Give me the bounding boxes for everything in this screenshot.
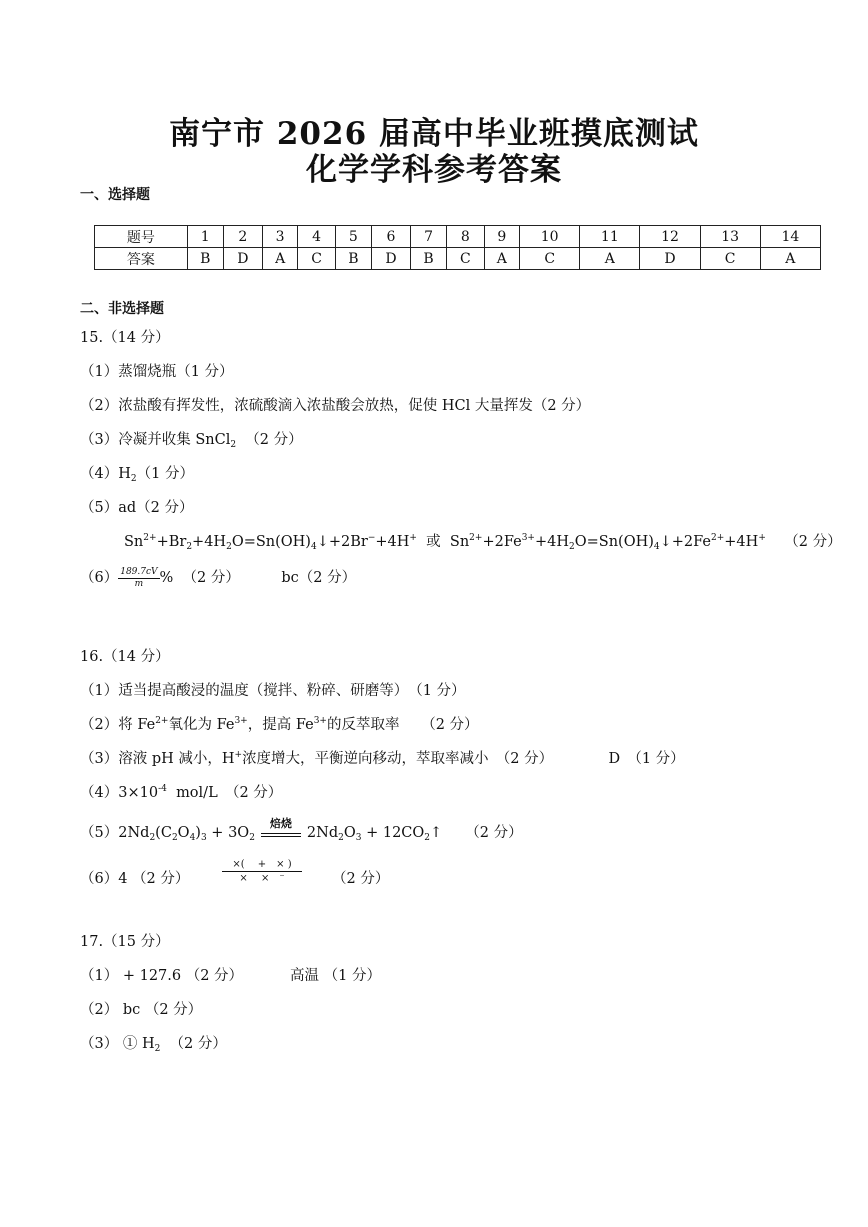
table-cell-number: 9	[484, 226, 520, 248]
q15-header: 15.（14 分）	[80, 330, 170, 346]
text: 的反萃取率 （2 分）	[326, 717, 479, 733]
q15-line-4	[80, 462, 194, 484]
table-cell-answer: B	[411, 248, 447, 270]
text: mol/L （2 分）	[176, 785, 283, 801]
text: 氧化为 Fe	[168, 717, 235, 733]
table-cell-answer: A	[580, 248, 640, 270]
answer-table	[94, 225, 821, 270]
table-cell-number: 7	[411, 226, 447, 248]
text: （3） ① H	[80, 1036, 155, 1052]
q15-line-2: （2）浓盐酸有挥发性，浓硫酸滴入浓盐酸会放热，促使 HCl 大量挥发（2 分）	[80, 398, 591, 414]
reaction-condition	[261, 817, 301, 837]
superscript: 2+	[155, 716, 169, 726]
subscript: 2	[130, 474, 137, 484]
table-cell-answer: C	[447, 248, 484, 270]
q16-fraction	[222, 858, 302, 885]
percent: %	[159, 570, 174, 586]
text: （4）3×10	[80, 785, 159, 801]
table-row	[95, 248, 821, 270]
text: （3）冷凝并收集 SnCl	[80, 432, 231, 448]
subscript: 2	[230, 440, 237, 450]
q17-header: 17.（15 分）	[80, 934, 170, 950]
q15-line-5: （5）ad（2 分）	[80, 500, 194, 516]
q16-header: 16.（14 分）	[80, 649, 170, 665]
table-cell-answer: A	[760, 248, 820, 270]
q15-line-6	[80, 566, 356, 590]
q16-line-2	[80, 713, 479, 734]
row-label: 题号	[95, 226, 188, 248]
table-cell-number: 1	[187, 226, 223, 248]
text: 浓度增大，平衡逆向移动，萃取率减小 （2 分）	[242, 751, 554, 767]
text: （2 分）	[245, 432, 303, 448]
superscript: -4	[158, 784, 167, 794]
superscript: 3+	[234, 716, 248, 726]
text: （4）H	[80, 466, 131, 482]
q17-line-1b: 高温 （1 分）	[290, 968, 381, 984]
table-cell-answer: B	[335, 248, 371, 270]
denominator: m	[134, 578, 144, 589]
title-line-2: 化学学科参考答案	[306, 152, 562, 188]
q16-line-5: $(5)2Nd_2(C_2O_4)_3 + 3O_2$ 焙烧 $2Nd_2O_3$ + $12CO_2↑$ （2 分）	[80, 817, 523, 843]
table-row	[95, 226, 821, 248]
text: （6）	[80, 570, 119, 586]
q17-line-1: （1） + 127.6 （2 分）	[80, 968, 244, 984]
condition-text: 焙烧	[269, 817, 292, 830]
table-cell-number: 11	[580, 226, 640, 248]
q16-line-3	[80, 747, 685, 768]
row-label: 答案	[95, 248, 188, 270]
table-cell-answer: D	[371, 248, 410, 270]
table-cell-answer: C	[700, 248, 760, 270]
text: D （1 分）	[608, 751, 685, 767]
numerator: ×( + × )	[222, 858, 302, 872]
table-cell-answer: A	[484, 248, 520, 270]
table-cell-answer: C	[298, 248, 335, 270]
text: ，提高 Fe	[247, 717, 314, 733]
text: （2 分）	[169, 1036, 227, 1052]
q16-line-1: （1）适当提高酸浸的温度（搅拌、粉碎、研磨等） （1 分）	[80, 683, 466, 699]
section-nonchoice-label: 二、非选择题	[80, 301, 164, 317]
fraction	[118, 567, 159, 590]
q17-line-3	[80, 1032, 227, 1054]
q16-line-4	[80, 781, 282, 802]
superscript: +	[234, 750, 243, 760]
table-cell-answer: D	[223, 248, 262, 270]
table-cell-number: 5	[335, 226, 371, 248]
title-line-1: 南宁市 2026 届高中毕业班摸底测试	[169, 116, 699, 152]
q16-line-6: （6）4 （2 分）	[80, 871, 190, 887]
table-cell-number: 8	[447, 226, 484, 248]
score-text: （2 分）	[784, 534, 842, 550]
q16-line-6-score: （2 分）	[332, 871, 390, 887]
table-cell-number: 4	[298, 226, 335, 248]
text: （2 分）	[182, 570, 240, 586]
table-cell-number: 3	[262, 226, 298, 248]
table-cell-number: 12	[640, 226, 700, 248]
or-text: 或	[426, 534, 441, 550]
table-cell-number: 2	[223, 226, 262, 248]
subscript: 2	[154, 1044, 161, 1054]
text: （3）溶液 pH 减小，H	[80, 751, 235, 767]
table-cell-answer: C	[520, 248, 580, 270]
section-choice-label: 一、选择题	[80, 187, 150, 203]
text: bc（2 分）	[281, 570, 357, 586]
table-cell-number: 13	[700, 226, 760, 248]
superscript: 3+	[313, 716, 327, 726]
denominator: × × ⁻	[239, 873, 285, 884]
q15-line-3	[80, 428, 303, 450]
q15-line-1: （1）蒸馏烧瓶（1 分）	[80, 364, 234, 380]
text: （2 分）	[465, 825, 523, 841]
text: （1 分）	[136, 466, 194, 482]
equals-bar	[261, 833, 301, 837]
q15-equation: $Sn^{2+}+Br_2+4H_2O=Sn(OH)_4↓+2Br^-+4H^+$ 或 $Sn^{2+}+2Fe^{3+}+4H_2O=Sn(OH)_4↓+2Fe^{2+}+4H^+$ （2 分）	[124, 533, 842, 552]
text: （2）将 Fe	[80, 717, 156, 733]
table-cell-number: 14	[760, 226, 820, 248]
numerator: 189.7cV	[120, 566, 158, 577]
q17-line-2: （2） bc （2 分）	[80, 1002, 203, 1018]
table-cell-answer: B	[187, 248, 223, 270]
table-cell-number: 6	[371, 226, 410, 248]
table-cell-number: 10	[520, 226, 580, 248]
text: （5）	[80, 825, 119, 841]
table-cell-answer: D	[640, 248, 700, 270]
table-cell-answer: A	[262, 248, 298, 270]
